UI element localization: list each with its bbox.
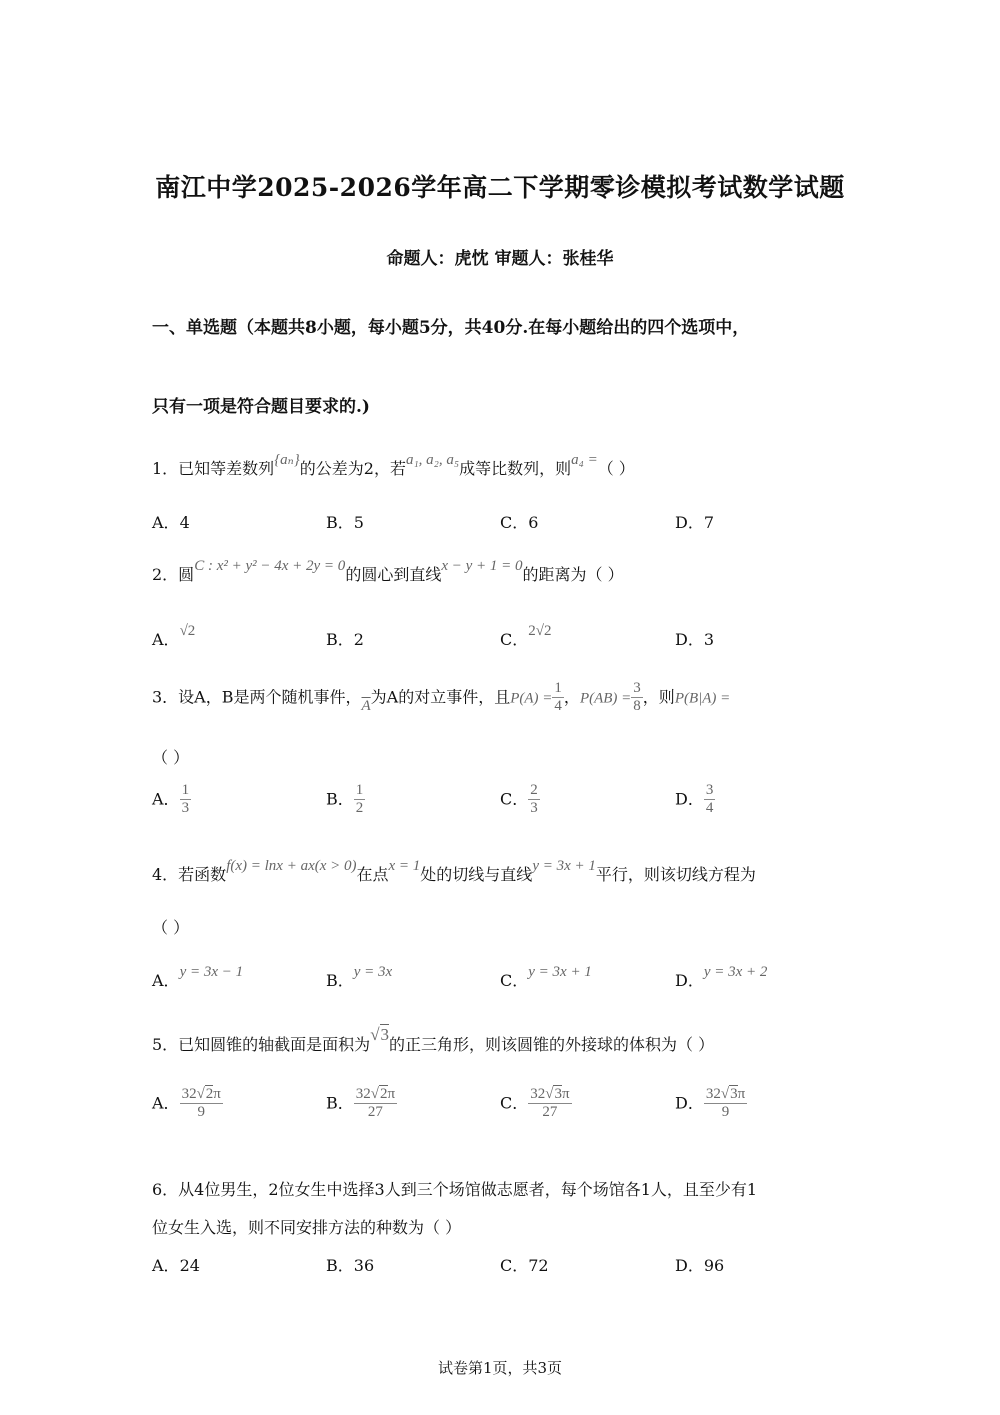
q1-option-d: D．7 [675,513,715,532]
q3-text-c: ，则 [642,687,675,707]
q1-target: a₄ = [571,452,598,468]
q6-option-b: B．36 [326,1256,375,1275]
q1-paren: （ ） [597,459,635,478]
question-5 [152,1025,715,1055]
q2-option-d: D．3 [675,630,715,649]
q5-option-a: A． $\frac{32√2\pi}{9}$ [152,1086,221,1121]
q4-option-b: B．y = 3x [326,964,393,990]
q1-option-a: A．4 [152,513,190,532]
q4-line: y = 3x + 1 [532,858,596,874]
q6-option-a: A．24 [152,1256,200,1275]
q3-text-a: 3．设A，B是两个随机事件， [152,687,362,707]
question-6-line1: 6．从4位男生，2位女生中选择3人到三个场馆做志愿者，每个场馆各1人，且至少有1 [152,1180,758,1199]
q3-complement-a: $\overline{A}$ [361,698,371,715]
q2-text-a: 2．圆 [152,565,195,584]
q5-text-b: 的正三角形，则该圆锥的外接球的体积为（ ） [389,1035,715,1054]
question-6-line2: 位女生入选，则不同安排方法的种数为（ ） [152,1218,462,1237]
q1-sequence: {aₙ} [274,452,300,468]
exam-title: 南江中学2025-2026学年高二下学期零诊模拟考试数学试题 [155,173,845,202]
q4-function: f(x) = lnx + ax(x > 0) [226,858,357,874]
q4-option-a: A．y = 3x − 1 [152,964,244,990]
q2-circle-equation: C : x² + y² − 4x + 2y = 0 [194,558,346,574]
q5-option-c: C． $\frac{32√3\pi}{27}$ [500,1086,570,1121]
q4-text-a: 4．若函数 [152,865,227,884]
q3-p3: P(B|A) = [674,690,731,707]
question-3: 3．设A，B是两个随机事件，$\overline{A}$为A的对立事件，且P(A) = $\frac{1}{4}$ ，P(AB) = $\frac{3}{8}$ ，则P(B|A) = [152,680,731,715]
q5-area-sqrt: √3 [370,1025,390,1044]
q3-paren: （ ） [152,748,190,767]
q3-p1-left: P(A) = [510,690,553,707]
page-footer: 试卷第1页，共3页 [437,1359,563,1377]
q3-option-b: B． $\frac{1}{2}$ [326,782,364,817]
q4-point: x = 1 [388,858,421,874]
section-heading-line2: 只有一项是符合题目要求的.) [152,397,370,417]
q5-text-a: 5．已知圆锥的轴截面是面积为 [152,1035,371,1054]
question-4 [152,858,756,885]
section-heading-line1: 一、单选题（本题共8小题，每小题5分，共40分.在每小题给出的四个选项中， [152,318,750,338]
q6-option-c: C．72 [500,1256,549,1275]
exam-authors: 命题人：虎忱 审题人：张桂华 [386,249,614,269]
q4-text-b: 在点 [356,865,389,884]
q3-p2-fraction: $\frac{3}{8}$ [633,680,641,715]
q4-text-c: 处的切线与直线 [420,865,533,884]
q3-p1-fraction: $\frac{1}{4}$ [554,680,562,715]
q3-text-b: 为A的对立事件，且 [370,687,511,707]
question-2 [152,558,624,585]
q6-option-d: D．96 [675,1256,725,1275]
q2-line-equation: x − y + 1 = 0 [441,558,523,574]
q4-option-c: C．y = 3x + 1 [500,964,592,990]
q3-p2-left: P(AB) = [579,690,632,707]
q1-option-b: B．5 [326,513,364,532]
q2-text-c: 的距离为（ ） [522,565,624,584]
q4-option-d: D．y = 3x + 2 [675,964,768,990]
q1-terms: a₁, a₂, a₅ [405,452,460,468]
q5-option-b: B． $\frac{32√2\pi}{27}$ [326,1086,396,1121]
q4-paren: （ ） [152,918,190,937]
q2-option-c: C．2√2 [500,623,552,649]
q1-option-c: C．6 [500,513,539,532]
q3-option-c: C． $\frac{2}{3}$ [500,782,538,817]
q5-option-d: D． $\frac{32√3\pi}{9}$ [675,1086,746,1121]
q3-option-a: A． $\frac{1}{3}$ [152,782,190,817]
q1-text-c: 成等比数列，则 [459,459,572,478]
q2-text-b: 的圆心到直线 [345,565,442,584]
q1-text-a: 1．已知等差数列 [152,459,275,478]
q1-text-b: 的公差为2，若 [299,459,406,478]
q3-option-d: D． $\frac{3}{4}$ [675,782,714,817]
question-1 [152,452,635,479]
q4-text-d: 平行，则该切线方程为 [595,865,756,884]
q2-option-a: A．√2 [152,623,196,649]
q2-option-b: B．2 [326,630,364,649]
